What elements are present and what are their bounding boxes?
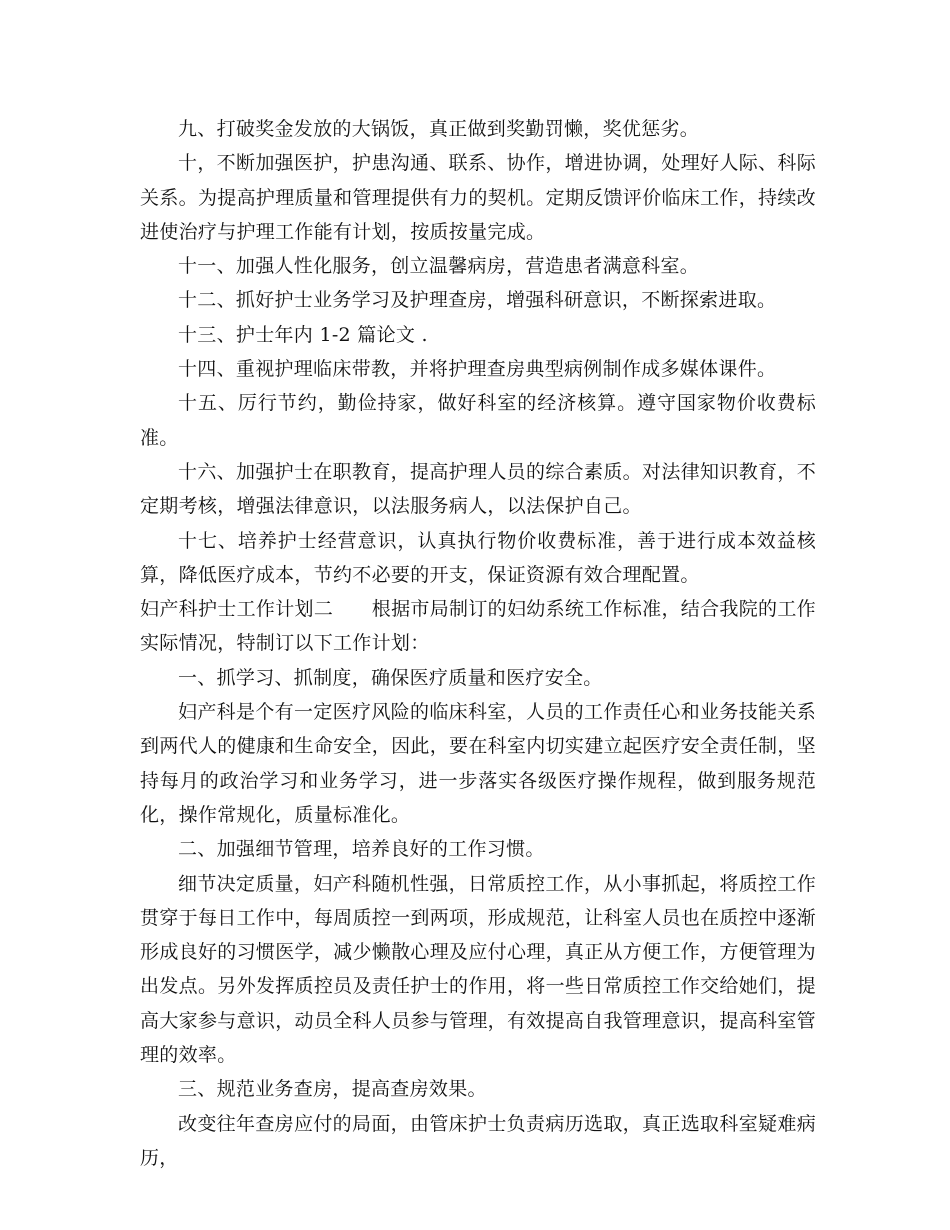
plan-section-one-heading: 一、抓学习、抓制度，确保医疗质量和医疗安全。 (178, 666, 603, 689)
document-body (140, 112, 816, 1175)
paragraph-item-13: 十三、护士年内 1-2 篇论文 . (178, 323, 428, 346)
paragraph-item-15: 十五、厉行节约，勤俭持家，做好科室的经济核算。遵守国家物价收费标准。 (140, 392, 816, 449)
paragraph-item-16: 十六、加强护士在职教育，提高护理人员的综合素质。对法律知识教育，不定期考核，增强法律意识，以法服务病人，以法保护自己。 (140, 460, 816, 518)
paragraph-item-17: 十七、培养护士经营意识，认真执行物价收费标准，善于进行成本效益核算，降低医疗成本，节约不必要的开支，保证资源有效合理配置。 (140, 529, 816, 586)
plan-section-two-body: 细节决定质量，妇产科随机性强，日常质控工作，从小事抓起，将质控工作贯穿于每日工作中，每周质控一到两项，形成规范，让科室人员也在质控中逐渐形成良好的习惯医学，减少懒散心理及应付心理，真正从方便工作，方便管理为出发点。另外发挥质控员及责任护士的作用，将一些日常质控工作交给她们，提高大家参与意识，动员全科人员参与管理，有效提高自我管理意识，提高科室管理的效率。 (140, 872, 816, 1067)
section-heading-plan-two: 妇产科护士工作计划二 根据市局制订的妇幼系统工作标准，结合我院的工作实际情况，特制订以下工作计划： (140, 598, 816, 655)
paragraph-item-12: 十二、抓好护士业务学习及护理查房，增强科研意识，不断探索进取。 (178, 289, 777, 312)
plan-section-three-body: 改变往年查房应付的局面，由管床护士负责病历选取，真正选取科室疑难病历， (140, 1112, 816, 1169)
plan-section-two-heading: 二、加强细节管理，培养良好的工作习惯。 (178, 838, 545, 861)
paragraph-item-10: 十，不断加强医护，护患沟通、联系、协作，增进协调，处理好人际、科际关系。为提高护理质量和管理提供有力的契机。定期反馈评价临床工作，持续改进使治疗与护理工作能有计划，按质按量完成。 (140, 152, 816, 243)
paragraph-item-11: 十一、加强人性化服务，创立温馨病房，营造患者满意科室。 (178, 255, 700, 278)
paragraph-item-9: 九、打破奖金发放的大锅饭，真正做到奖勤罚懒，奖优惩劣。 (178, 118, 700, 140)
plan-section-one-body: 妇产科是个有一定医疗风险的临床科室，人员的工作责任心和业务技能关系到两代人的健康和生命安全，因此，要在科室内切实建立起医疗安全责任制，坚持每月的政治学习和业务学习，进一步落实各级医疗操作规程，做到服务规范化，操作常规化，质量标准化。 (140, 701, 816, 826)
plan-section-three-heading: 三、规范业务查房，提高查房效果。 (178, 1078, 487, 1101)
paragraph-item-14: 十四、重视护理临床带教，并将护理查房典型病例制作成多媒体课件。 (178, 358, 777, 381)
